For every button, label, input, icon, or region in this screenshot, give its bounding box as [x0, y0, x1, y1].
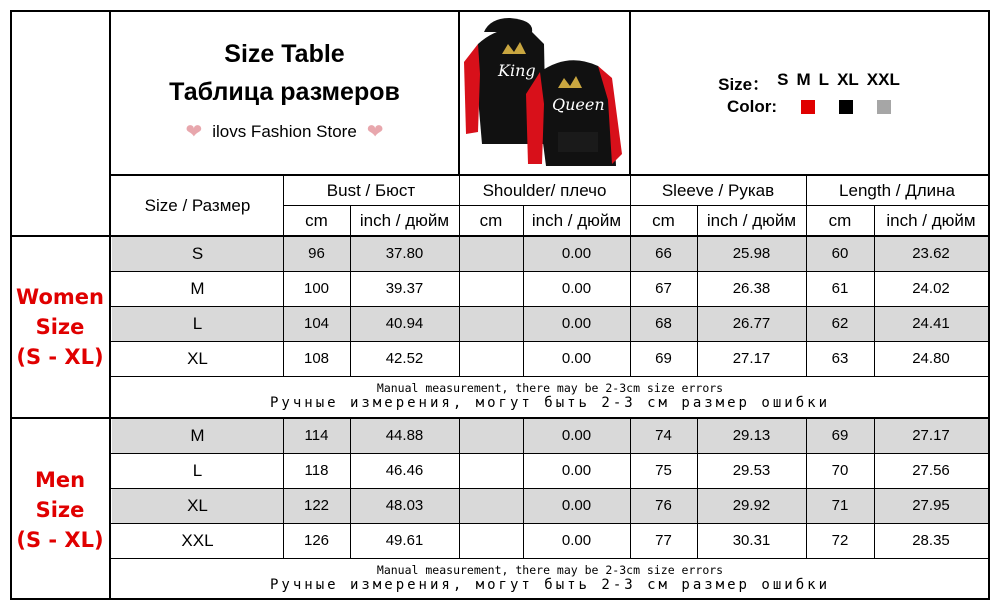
col-header-bust: Bust / Бюст	[326, 181, 416, 200]
color-label: Color:	[726, 97, 778, 116]
available-colors	[630, 97, 988, 117]
women-value-cell: 0.00	[561, 280, 592, 297]
table-rule	[110, 523, 988, 524]
men-value-cell: 0.00	[561, 462, 592, 479]
men-value-cell: 126	[303, 532, 330, 549]
hoodie-product-image	[462, 14, 624, 172]
women-value-cell: 26.77	[697, 306, 806, 341]
men-value-cell	[459, 523, 523, 558]
unit-inch: inch / дюйм	[359, 211, 450, 230]
women-value-cell: 60	[806, 236, 874, 271]
table-rule	[110, 341, 988, 342]
women-size-cell: S	[112, 236, 283, 271]
col-header-sleeve: Sleeve / Рукав	[661, 181, 775, 200]
unit-inch: inch / дюйм	[886, 211, 976, 230]
queen-print: Queen	[552, 95, 605, 114]
women-value-cell: 0.00	[523, 306, 630, 341]
size-label: Size：	[718, 75, 770, 94]
men-value-cell: 29.92	[697, 488, 806, 523]
table-rule	[697, 417, 698, 559]
women-value-cell	[459, 306, 523, 341]
men-value-cell: 29.13	[697, 418, 806, 453]
table-rule	[458, 10, 460, 176]
table-rule	[109, 10, 111, 600]
available-sizes	[630, 70, 988, 95]
women-size-label: Women Size (S - XL)	[16, 285, 104, 369]
heart-icon: ❤	[366, 121, 384, 143]
women-value-cell: 100	[303, 280, 330, 297]
color-swatch-black	[839, 100, 853, 114]
table-rule	[110, 558, 988, 559]
women-value-cell: 24.02	[912, 280, 950, 297]
women-value-cell: 0.00	[523, 236, 630, 271]
men-value-cell: 72	[831, 532, 849, 549]
size-option: M	[796, 70, 811, 89]
women-value-cell	[459, 236, 523, 271]
king-print: King	[498, 61, 536, 80]
women-value-cell: 26.38	[732, 280, 771, 297]
women-value-cell	[459, 341, 523, 376]
store-line	[112, 119, 457, 144]
col-header-size: Size / Размер	[144, 196, 251, 215]
women-value-cell	[459, 271, 523, 306]
men-value-cell: 46.46	[385, 462, 424, 479]
men-value-cell: 75	[655, 462, 672, 479]
table-rule	[350, 417, 351, 559]
women-size-cell: XL	[187, 348, 208, 368]
women-value-cell: 27.17	[732, 350, 771, 367]
table-rule	[459, 417, 460, 559]
table-rule	[629, 10, 631, 176]
table-rule	[110, 271, 988, 272]
table-rule	[110, 376, 988, 377]
table-rule	[110, 174, 990, 176]
men-size-label: Men Size (S - XL)	[16, 468, 104, 552]
note-en: Manual measurement, there may be 2-3cm size errors	[376, 563, 724, 577]
women-size-cell: M	[190, 278, 205, 298]
men-value-cell: 71	[806, 488, 874, 523]
unit-cm: cm	[652, 211, 675, 230]
table-rule	[630, 417, 631, 559]
size-option: L	[818, 70, 830, 89]
men-value-cell: 29.53	[732, 462, 771, 479]
men-value-cell: 74	[630, 418, 697, 453]
title-en: Size Table	[224, 40, 345, 68]
table-rule	[283, 205, 988, 206]
table-rule	[10, 235, 990, 237]
table-rule	[806, 417, 807, 559]
men-size-cell: XL	[112, 488, 283, 523]
heart-icon: ❤	[185, 121, 203, 143]
men-value-cell: 49.61	[385, 532, 424, 549]
table-rule	[459, 175, 460, 377]
table-rule	[10, 417, 990, 419]
women-value-cell: 40.94	[350, 306, 459, 341]
men-value-cell: 44.88	[350, 418, 459, 453]
men-value-cell: 122	[283, 488, 350, 523]
table-rule	[523, 417, 524, 559]
men-value-cell	[459, 453, 523, 488]
table-rule	[283, 175, 284, 377]
men-value-cell: 30.31	[732, 532, 771, 549]
women-value-cell: 25.98	[697, 236, 806, 271]
women-value-cell: 63	[831, 350, 849, 367]
table-rule	[283, 417, 284, 559]
women-value-cell: 62	[806, 306, 874, 341]
women-value-cell: 108	[303, 350, 330, 367]
women-value-cell: 0.00	[561, 350, 592, 367]
table-rule	[806, 175, 807, 377]
table-rule	[874, 205, 875, 377]
women-value-cell: 23.62	[874, 236, 988, 271]
men-value-cell: 28.35	[912, 532, 950, 549]
men-value-cell	[459, 488, 523, 523]
men-value-cell: 70	[831, 462, 849, 479]
unit-cm: cm	[305, 211, 328, 230]
color-swatch-gray	[877, 100, 891, 114]
title-ru: Таблица размеров	[169, 78, 400, 106]
men-value-cell: 0.00	[561, 532, 592, 549]
women-value-cell: 61	[831, 280, 849, 297]
men-size-cell: XXL	[181, 530, 214, 550]
men-value-cell: 27.17	[874, 418, 988, 453]
women-value-cell: 69	[655, 350, 672, 367]
women-value-cell: 96	[283, 236, 350, 271]
men-value-cell: 0.00	[523, 488, 630, 523]
note-ru: Ручные измерения, могут быть 2-3 см размер ошибки	[269, 577, 830, 593]
table-rule	[874, 417, 875, 559]
table-rule	[523, 205, 524, 377]
women-size-cell: L	[112, 306, 283, 341]
note-en: Manual measurement, there may be 2-3cm size errors	[376, 381, 724, 395]
women-value-cell: 68	[630, 306, 697, 341]
measurement-note-men	[112, 563, 988, 593]
col-header-length: Length / Длина	[839, 181, 955, 200]
women-value-cell: 66	[630, 236, 697, 271]
store-name: ilovs Fashion Store	[212, 121, 357, 141]
women-value-cell: 67	[655, 280, 672, 297]
men-value-cell: 118	[304, 462, 329, 479]
men-size-cell: M	[112, 418, 283, 453]
men-value-cell: 114	[283, 418, 350, 453]
note-ru: Ручные измерения, могут быть 2-3 см размер ошибки	[269, 395, 830, 411]
table-rule	[110, 488, 988, 489]
men-value-cell: 69	[806, 418, 874, 453]
women-value-cell: 104	[283, 306, 350, 341]
women-value-cell: 37.80	[350, 236, 459, 271]
size-option: XL	[837, 70, 859, 89]
table-rule	[350, 205, 351, 377]
men-value-cell: 0.00	[523, 418, 630, 453]
men-value-cell: 76	[630, 488, 697, 523]
measurement-note-women	[112, 381, 988, 411]
table-rule	[697, 205, 698, 377]
men-size-cell: L	[192, 460, 203, 480]
men-value-cell	[459, 418, 523, 453]
unit-cm: cm	[479, 211, 503, 230]
men-value-cell: 27.56	[912, 462, 950, 479]
men-value-cell: 48.03	[350, 488, 459, 523]
table-rule	[110, 306, 988, 307]
men-value-cell: 77	[655, 532, 672, 549]
size-option: S	[777, 70, 789, 89]
unit-inch: inch / дюйм	[706, 211, 797, 230]
unit-inch: inch / дюйм	[531, 211, 622, 230]
table-rule	[110, 453, 988, 454]
women-value-cell: 39.37	[385, 280, 424, 297]
table-rule	[630, 175, 631, 377]
women-value-cell: 24.41	[874, 306, 988, 341]
col-header-shoulder: Shoulder/ плечо	[482, 181, 607, 200]
women-value-cell: 24.80	[912, 350, 950, 367]
women-value-cell: 42.52	[385, 350, 424, 367]
men-value-cell: 27.95	[874, 488, 988, 523]
unit-cm: cm	[828, 211, 852, 230]
color-swatch-red	[801, 100, 815, 114]
size-option: XXL	[866, 70, 900, 89]
